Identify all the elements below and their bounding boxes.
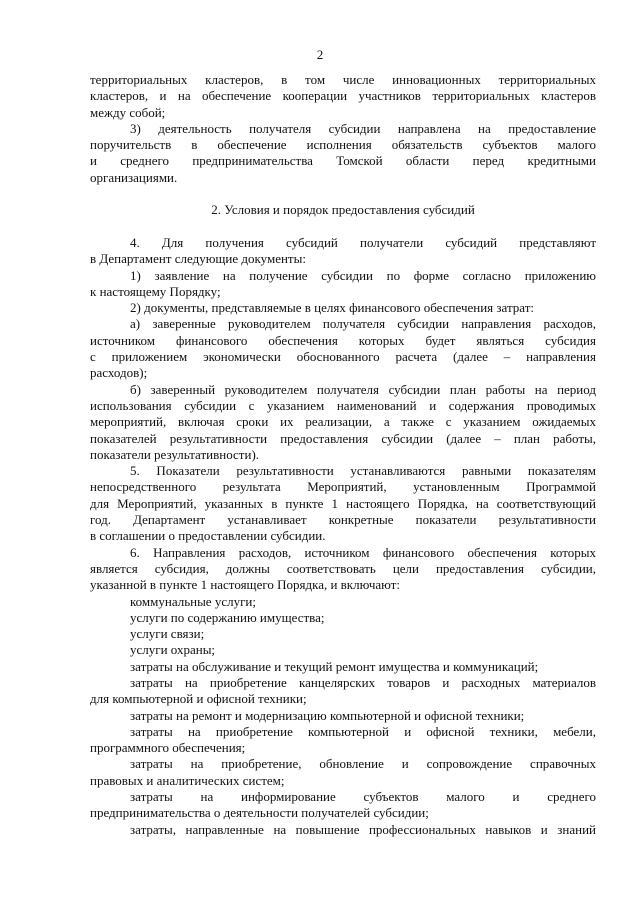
text-line: показателей результативности предоставления субсидии (далее – план работы, [90, 430, 596, 446]
text-line: и среднего предпринимательства Томской области перед кредитными [90, 153, 596, 169]
text-line: источником финансового обеспечения которых будет являться субсидия [90, 332, 596, 348]
document-body [90, 72, 596, 838]
page-number: 2 [316, 47, 324, 62]
text-line: использования субсидии с указанием наименований и содержания проводимых [90, 397, 596, 413]
section-heading: 2. Условия и порядок предоставления субсидий [211, 202, 475, 218]
text-line: услуги связи; [130, 626, 205, 642]
blank-line [90, 186, 596, 202]
text-line: организациями. [90, 169, 178, 185]
text-line: к настоящему Порядку; [90, 283, 221, 299]
text-line: коммунальные услуги; [130, 593, 256, 609]
text-line: показатели результативности). [90, 446, 260, 462]
text-line: услуги по содержанию имущества; [130, 609, 325, 625]
text-line: для Мероприятий, указанных в пункте 1 настоящего Порядка, на соответствующий [90, 495, 596, 511]
text-line: год. Департамент устанавливает конкретные показатели результативности [90, 512, 596, 528]
text-line: кластеров, и на обеспечение кооперации участников территориальных кластеров [90, 88, 596, 104]
text-line: с приложением экономически обоснованного расчета (далее – направления [90, 349, 596, 365]
text-line: затраты на ремонт и модернизацию компьютерной и офисной техники; [130, 707, 525, 723]
text-line: в соглашении о предоставлении субсидии. [90, 528, 326, 544]
text-line: затраты на приобретение канцелярских товаров и расходных материалов [130, 674, 596, 690]
text-line: для компьютерной и офисной техники; [90, 691, 307, 707]
text-line: является субсидия, должны соответствовать цели предоставления субсидии, [90, 560, 596, 576]
text-line: 4. Для получения субсидий получатели субсидий представляют [130, 234, 596, 250]
text-line: затраты на приобретение компьютерной и офисной техники, мебели, [130, 723, 596, 739]
text-line: 6. Направления расходов, источником финансового обеспечения которых [130, 544, 596, 560]
text-line: 2) документы, представляемые в целях финансового обеспечения затрат: [130, 300, 535, 316]
text-line: услуги охраны; [130, 642, 216, 658]
text-line: 3) деятельность получателя субсидии направлена на предоставление [130, 120, 596, 136]
text-line: б) заверенный руководителем получателя субсидии план работы на период [130, 381, 596, 397]
text-line: 1) заявление на получение субсидии по форме согласно приложению [130, 267, 596, 283]
text-line: расходов); [90, 365, 148, 381]
text-line: мероприятий, включая сроки их реализации, а также с указанием ожидаемых [90, 414, 596, 430]
text-line: между собой; [90, 104, 166, 120]
text-line: 5. Показатели результативности устанавливаются равными показателям [130, 463, 596, 479]
blank-line [90, 219, 596, 235]
text-line: затраты на информирование субъектов малого и среднего [130, 789, 596, 805]
text-line: предпринимательства о деятельности получателей субсидии; [90, 805, 429, 821]
text-line: затраты на приобретение, обновление и сопровождение справочных [130, 756, 596, 772]
text-line: территориальных кластеров, в том числе инновационных территориальных [90, 72, 596, 87]
text-line: программного обеспечения; [90, 740, 246, 756]
text-line: указанной в пункте 1 настоящего Порядка, и включают: [90, 577, 400, 593]
text-line: а) заверенные руководителем получателя субсидии направления расходов, [130, 316, 596, 332]
text-line: непосредственного результата Мероприятий, установленным Программой [90, 479, 596, 495]
text-line: в Департамент следующие документы: [90, 251, 306, 267]
text-line: поручительств в обеспечение исполнения обязательств субъектов малого [90, 137, 596, 153]
text-line: правовых и аналитических систем; [90, 772, 285, 788]
text-line: затраты на обслуживание и текущий ремонт имущества и коммуникаций; [130, 658, 539, 674]
text-line: затраты, направленные на повышение профессиональных навыков и знаний [130, 821, 596, 837]
